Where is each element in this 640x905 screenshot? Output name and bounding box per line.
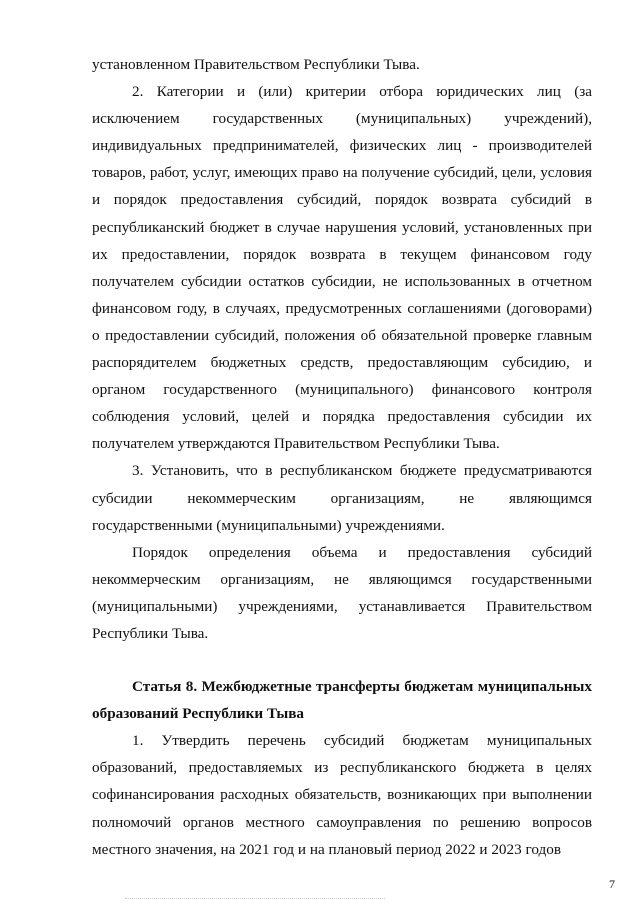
paragraph-item-2: 2. Категории и (или) критерии отбора юридических лиц (за исключением государственных (муниципальных) учреждений), индивидуальных предпринимателей, физических лиц - производителей товаров, работ, услуг, имеющих право на получение субсидий, цели, условия и порядок предоставления субсидий, порядок возврата субсидий в республиканский бюджет в случае нарушения условий, установленных при их предоставлении, порядок возврата в текущем финансовом году получателем субсидии остатков субсидии, не использованных в отчетном финансовом году, в случаях, предусмотренных соглашениями (договорами) о предоставлении субсидий, положения об обязательной проверке главным распорядителем бюджетных средств, предоставляющим субсидию, и органом государственного (муниципального) финансового контроля соблюдения условий, целей и порядка предоставления субсидии их получателем утверждаются Правительством Республики Тыва. <box>92 83 592 453</box>
paragraph-item-3: 3. Установить, что в республиканском бюджете предусматриваются субсидии некоммерческим организациям, не являющимся государственными (муниципальными) учреждениями. <box>92 462 592 534</box>
article-8-paragraph-1: 1. Утвердить перечень субсидий бюджетам муниципальных образований, предоставляемых из республиканского бюджета в целях софинансирования расходных обязательств, возникающих при выполнении полномочий органов местного самоуправления по решению вопросов местного значения, на 2021 год и на плановый период 2022 и 2023 годов <box>92 732 592 858</box>
scan-artifact-line <box>125 898 385 901</box>
article-8-heading: Статья 8. Межбюджетные трансферты бюджетам муниципальных образований Республики Тыва <box>92 678 592 723</box>
page-number: 7 <box>609 877 615 891</box>
document-body <box>92 51 592 863</box>
paragraph-continuation: установленном Правительством Республики Тыва. <box>92 56 420 73</box>
paragraph-procedure: Порядок определения объема и предоставления субсидий некоммерческим организациям, не являющимся государственными (муниципальными) учреждениями, устанавливается Правительством Республики Тыва. <box>92 543 592 642</box>
